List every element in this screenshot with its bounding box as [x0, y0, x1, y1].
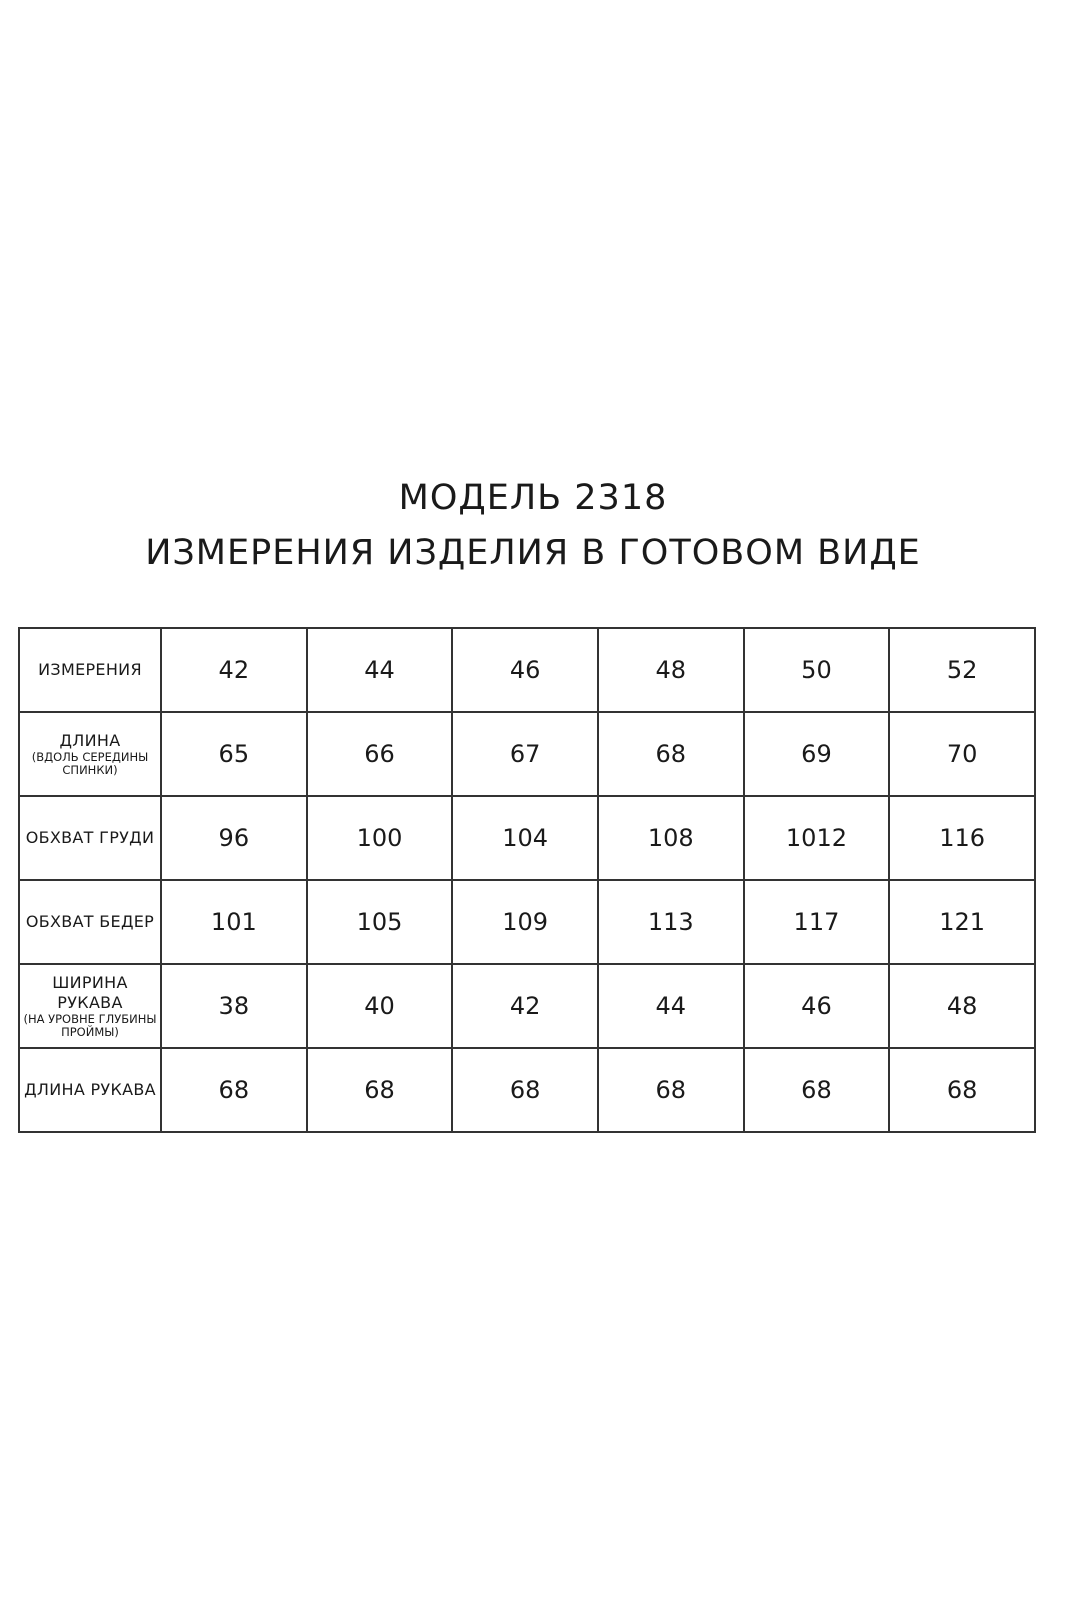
row-label-text: ДЛИНА	[59, 731, 121, 750]
table-cell: 100	[307, 796, 453, 880]
table-cell: 101	[161, 880, 307, 964]
table-cell: 68	[889, 1048, 1035, 1132]
model-title: МОДЕЛЬ 2318	[398, 478, 668, 518]
table-cell: 65	[161, 712, 307, 796]
table-cell: 68	[452, 1048, 598, 1132]
table-cell: 68	[161, 1048, 307, 1132]
table-cell: 68	[598, 1048, 744, 1132]
table-row-length	[19, 712, 1035, 796]
table-cell: 66	[307, 712, 453, 796]
table-row-measurements	[19, 628, 1035, 712]
table-cell: 1012	[744, 796, 890, 880]
table-cell: 116	[889, 796, 1035, 880]
table-cell: 46	[452, 628, 598, 712]
table-cell: 68	[307, 1048, 453, 1132]
table-row-sleeve-width	[19, 964, 1035, 1048]
row-label-sleeve-width	[19, 964, 161, 1048]
table-cell: 44	[307, 628, 453, 712]
row-label-chest	[19, 796, 161, 880]
table-cell: 48	[889, 964, 1035, 1048]
size-table	[18, 627, 1036, 1133]
row-label-text: ОБХВАТ ГРУДИ	[25, 828, 155, 847]
row-label-length	[19, 712, 161, 796]
table-cell: 108	[598, 796, 744, 880]
table-row-chest	[19, 796, 1035, 880]
table-cell: 40	[307, 964, 453, 1048]
row-label-text: ДЛИНА РУКАВА	[24, 1080, 156, 1099]
table-cell: 68	[598, 712, 744, 796]
table-cell: 109	[452, 880, 598, 964]
row-label-note: (НА УРОВНЕ ГЛУБИНЫ ПРОЙМЫ)	[23, 1012, 157, 1039]
table-cell: 52	[889, 628, 1035, 712]
row-label-text: ИЗМЕРЕНИЯ	[38, 660, 142, 679]
table-cell: 113	[598, 880, 744, 964]
table-cell: 67	[452, 712, 598, 796]
row-label-text: ШИРИНА РУКАВА	[52, 973, 128, 1012]
table-cell: 44	[598, 964, 744, 1048]
table-cell: 46	[744, 964, 890, 1048]
table-cell: 105	[307, 880, 453, 964]
table-cell: 50	[744, 628, 890, 712]
row-label-sleeve-length	[19, 1048, 161, 1132]
row-label-hips	[19, 880, 161, 964]
table-cell: 38	[161, 964, 307, 1048]
table-cell: 121	[889, 880, 1035, 964]
table-row-hips	[19, 880, 1035, 964]
table-cell: 70	[889, 712, 1035, 796]
table-cell: 42	[452, 964, 598, 1048]
table-cell: 42	[161, 628, 307, 712]
table-cell: 68	[744, 1048, 890, 1132]
table-cell: 48	[598, 628, 744, 712]
measurements-title: ИЗМЕРЕНИЯ ИЗДЕЛИЯ В ГОТОВОМ ВИДЕ	[145, 533, 921, 573]
table-cell: 117	[744, 880, 890, 964]
table-cell: 104	[452, 796, 598, 880]
table-cell: 69	[744, 712, 890, 796]
row-label-measurements	[19, 628, 161, 712]
table-row-sleeve-length	[19, 1048, 1035, 1132]
row-label-note: (ВДОЛЬ СЕРЕДИНЫ СПИНКИ)	[31, 750, 149, 777]
table-cell: 96	[161, 796, 307, 880]
row-label-text: ОБХВАТ БЕДЕР	[25, 912, 155, 931]
